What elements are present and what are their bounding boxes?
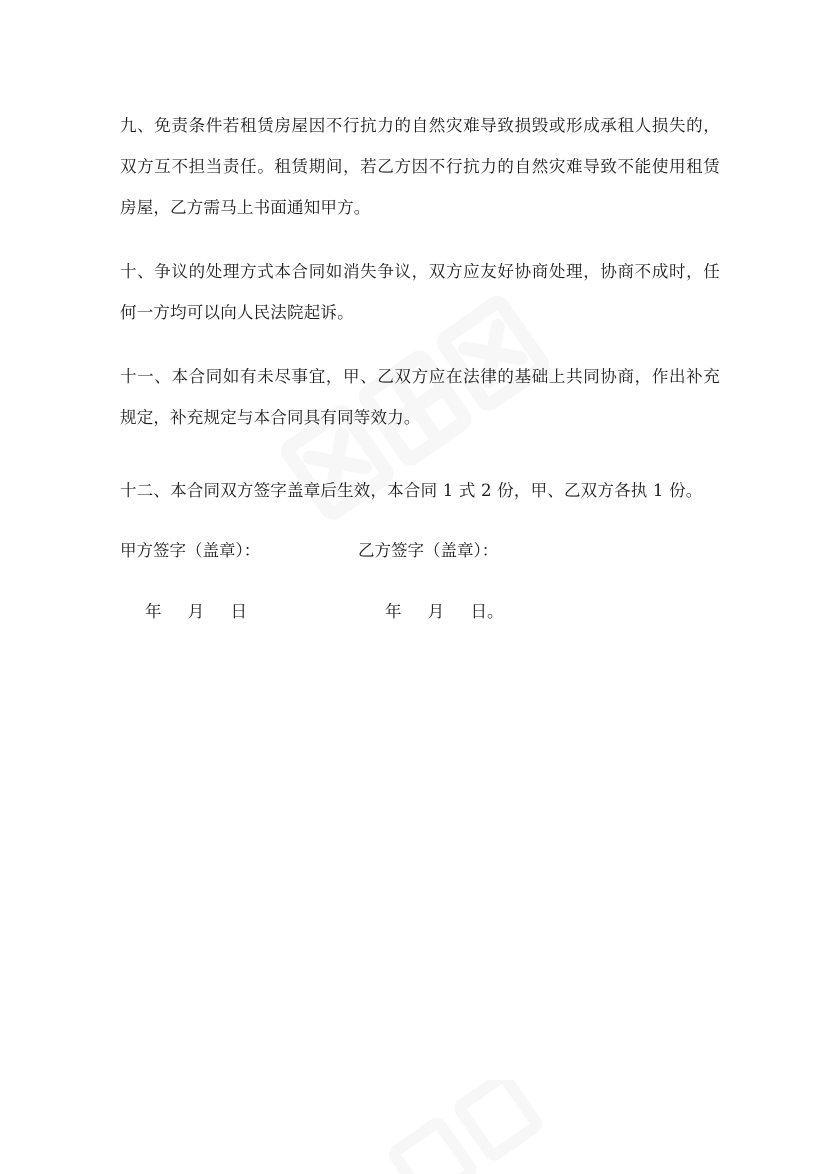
watermark-logo-bottom <box>360 1080 560 1174</box>
clause-11: 十一、本合同如有未尽事宜，甲、乙双方应在法律的基础上共同协商，作出补充规定，补充规定与本合同具有同等效力。 <box>120 367 720 427</box>
clause-9: 九、免责条件若租赁房屋因不行抗力的自然灾难导致损毁或形成承租人损失的，双方互不担当责任。租赁期间，若乙方因不行抗力的自然灾难导致不能使用租赁房屋，乙方需马上书面通知甲方。 <box>120 116 720 217</box>
party-a-date: 年 月 日 <box>145 602 247 621</box>
clause-10: 十、争议的处理方式本合同如消失争议，双方应友好协商处理，协商不成时，任何一方均可以向人民法院起诉。 <box>120 262 720 322</box>
party-b-signature-label: 乙方签字（盖章）： <box>358 541 499 560</box>
party-b-date: 年 月 日。 <box>385 602 504 621</box>
party-a-signature-label: 甲方签字（盖章）： <box>120 541 261 560</box>
clause-12: 十二、本合同双方签字盖章后生效，本合同 1 式 2 份，甲、乙双方各执 1 份。 <box>120 481 703 500</box>
